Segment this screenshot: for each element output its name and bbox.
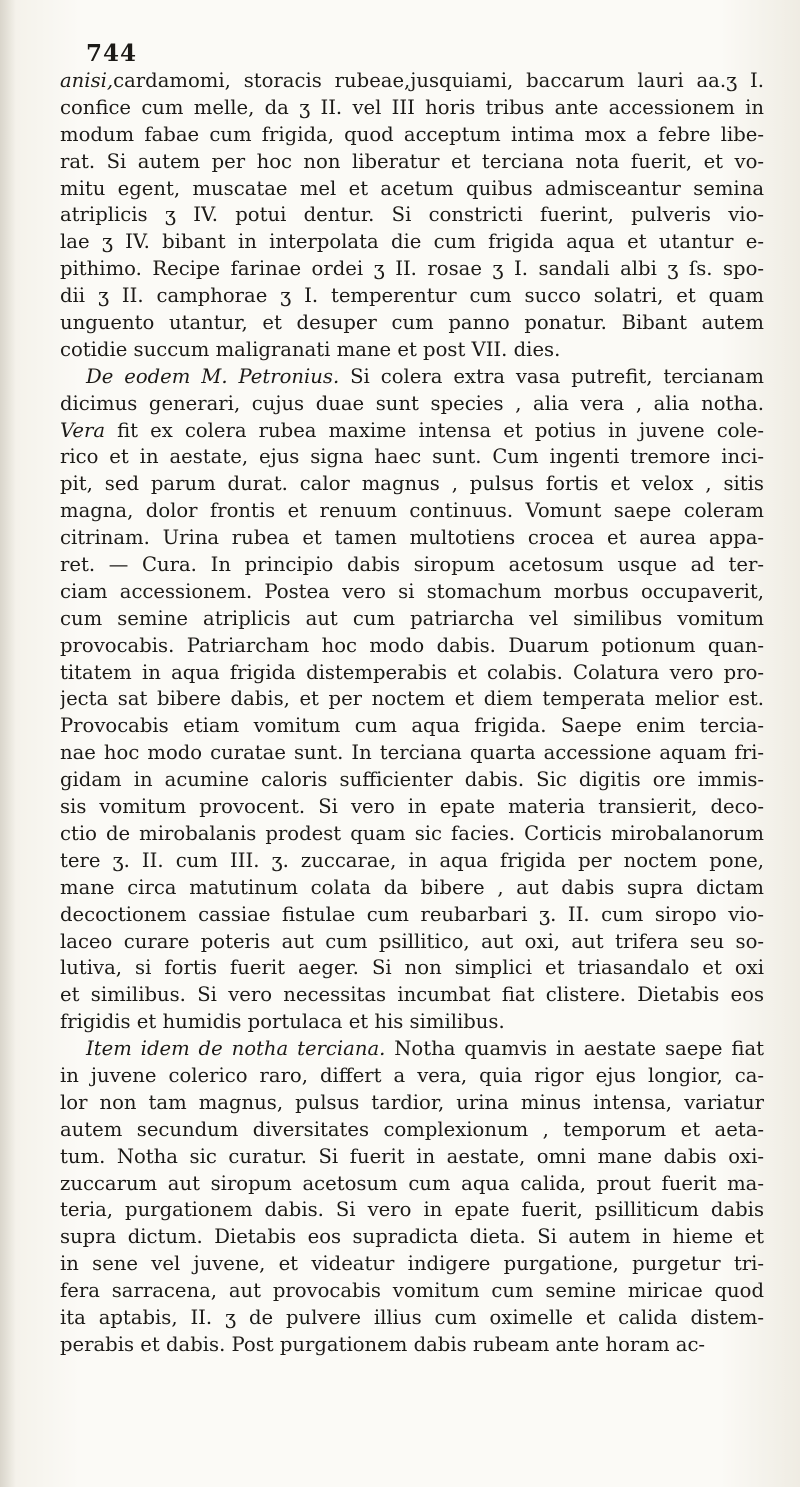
text-line <box>60 875 764 902</box>
line-text: atriplicis ʒ IV. potui dentur. Si constricti fuerint, pulveris vio- <box>60 203 764 227</box>
line-text: autem secundum diversitates complexionum , temporum et aeta- <box>60 1117 764 1141</box>
text-line <box>60 1036 764 1063</box>
text-line <box>60 848 764 875</box>
text-line <box>60 794 764 821</box>
italic-heading: Vera <box>60 418 105 442</box>
line-text: confice cum melle, da ʒ II. vel III horis tribus ante accessionem in <box>60 95 764 119</box>
text-line <box>60 1117 764 1144</box>
text-line <box>60 1332 764 1359</box>
line-text: dii ʒ II. camphorae ʒ I. temperentur cum succo solatri, et quam <box>60 284 764 308</box>
line-text: rico et in aestate, ejus signa haec sunt. Cum ingenti tremore inci- <box>60 445 764 469</box>
text-line <box>60 660 764 687</box>
line-text: teria, purgationem dabis. Si vero in epate fuerit, psilliticum dabis <box>60 1198 764 1222</box>
line-text: dicimus generari, cujus duae sunt species , alia vera , alia notha. <box>60 391 764 415</box>
text-line <box>60 149 764 176</box>
line-text: titatem in aqua frigida distemperabis et colabis. Colatura vero pro- <box>60 660 764 684</box>
text-line <box>60 713 764 740</box>
text-line <box>60 202 764 229</box>
line-text: frigidis et humidis portulaca et his similibus. <box>60 1010 505 1034</box>
text-line <box>60 606 764 633</box>
text-line <box>60 337 764 364</box>
text-line <box>60 176 764 203</box>
text-line <box>60 391 764 418</box>
italic-heading: De eodem M. Petronius. <box>86 364 340 388</box>
italic-heading: anisi, <box>60 69 114 92</box>
line-text: mitu egent, muscatae mel et acetum quibus admisceantur semina <box>60 176 764 200</box>
line-text: et similibus. Si vero necessitas incumbat fiat clistere. Dietabis eos <box>60 983 764 1007</box>
line-text: citrinam. Urina rubea et tamen multotiens crocea et aurea appa- <box>60 526 764 550</box>
line-text: lor non tam magnus, pulsus tardior, urina minus intensa, variatur <box>60 1090 764 1114</box>
line-text: cotidie succum maligranati mane et post VII. dies. <box>60 337 561 361</box>
text-line <box>60 471 764 498</box>
line-text: lutiva, si fortis fuerit aeger. Si non simplici et triasandalo et oxi <box>60 956 764 980</box>
line-text: ret. — Cura. In principio dabis siropum acetosum usque ad ter- <box>60 553 764 577</box>
text-line <box>60 283 764 310</box>
text-line <box>60 740 764 767</box>
line-text: rat. Si autem per hoc non liberatur et terciana nota fuerit, et vo- <box>60 149 764 173</box>
line-text: ciam accessionem. Postea vero si stomachum morbus occupaverit, <box>60 579 764 603</box>
page-gutter-shadow <box>0 0 16 1487</box>
line-text: fera sarracena, aut provocabis vomitum cum semine miricae quod <box>60 1279 764 1303</box>
line-text: Notha quamvis in aestate saepe fiat <box>385 1037 764 1061</box>
line-text: ctio de mirobalanis prodest quam sic facies. Corticis mirobalanorum <box>60 821 764 845</box>
text-line <box>60 310 764 337</box>
text-line <box>60 1063 764 1090</box>
text-line <box>60 95 764 122</box>
text-line <box>60 1305 764 1332</box>
text-line <box>60 68 764 95</box>
line-text: nae hoc modo curatae sunt. In terciana quarta accessione aquam fri- <box>60 741 764 765</box>
line-text: mane circa matutinum colata da bibere , aut dabis supra dictam <box>60 875 764 899</box>
line-text: pithimo. Recipe farinae ordei ʒ II. rosae ʒ I. sandali albi ʒ ſs. spo- <box>60 257 764 281</box>
line-text: pit, sed parum durat. calor magnus , pulsus fortis et velox , sitis <box>60 472 764 496</box>
text-line <box>60 256 764 283</box>
text-line <box>60 1278 764 1305</box>
body-text <box>60 68 764 1359</box>
text-line <box>60 418 764 445</box>
text-line <box>60 982 764 1009</box>
line-text: Provocabis etiam vomitum cum aqua frigida. Saepe enim tercia- <box>60 714 764 738</box>
line-text: tere ʒ. II. cum III. ʒ. zuccarae, in aqua frigida per noctem pone, <box>60 848 764 872</box>
text-line <box>60 929 764 956</box>
line-text: zuccarum aut siropum acetosum cum aqua calida, prout fuerit ma- <box>60 1171 764 1195</box>
text-line <box>60 767 764 794</box>
text-line <box>60 364 764 391</box>
line-text: lae ʒ IV. bibant in interpolata die cum frigida aqua et utantur e- <box>60 230 764 254</box>
text-line <box>60 498 764 525</box>
text-line <box>60 1009 764 1036</box>
line-text: magna, dolor frontis et renuum continuus. Vomunt saepe coleram <box>60 499 764 523</box>
line-text: supra dictum. Dietabis eos supradicta dieta. Si autem in hieme et <box>60 1225 764 1249</box>
text-line <box>60 229 764 256</box>
page-number: 744 <box>86 40 138 67</box>
line-text: unguento utantur, et desuper cum panno ponatur. Bibant autem <box>60 311 764 335</box>
line-text: cardamomi, storacis rubeae,jusquiami, baccarum lauri aa.ʒ I. <box>113 69 764 92</box>
text-line <box>60 902 764 929</box>
text-line <box>60 1171 764 1198</box>
text-line <box>60 821 764 848</box>
italic-heading: Item idem de notha terciana. <box>86 1037 386 1061</box>
text-line <box>60 633 764 660</box>
line-text: provocabis. Patriarcham hoc modo dabis. Duarum potionum quan- <box>60 633 764 657</box>
text-line <box>60 1144 764 1171</box>
line-text: perabis et dabis. Post purgationem dabis rubeam ante horam ac- <box>60 1332 706 1356</box>
line-text: ita aptabis, II. ʒ de pulvere illius cum oximelle et calida distem- <box>60 1305 764 1329</box>
line-text: decoctionem cassiae fistulae cum reubarbari ʒ. II. cum siropo vio- <box>60 902 764 926</box>
line-text: modum fabae cum frigida, quod acceptum intima mox a febre libe- <box>60 122 764 146</box>
line-text: tum. Notha sic curatur. Si fuerit in aestate, omni mane dabis oxi- <box>60 1144 764 1168</box>
text-line <box>60 955 764 982</box>
line-text: Si colera extra vasa putrefit, tercianam <box>339 364 764 388</box>
line-text: fit ex colera rubea maxime intensa et potius in juvene cole- <box>105 418 764 442</box>
line-text: jecta sat bibere dabis, et per noctem et diem temperata melior est. <box>60 687 764 711</box>
line-text: sis vomitum provocent. Si vero in epate materia transierit, deco- <box>60 795 764 819</box>
text-line <box>60 686 764 713</box>
line-text: gidam in acumine caloris sufficienter dabis. Sic digitis ore immis- <box>60 768 764 792</box>
text-line <box>60 1090 764 1117</box>
text-line <box>60 1197 764 1224</box>
text-line <box>60 1251 764 1278</box>
line-text: in juvene colerico raro, differt a vera, quia rigor ejus longior, ca- <box>60 1063 764 1087</box>
text-line <box>60 1224 764 1251</box>
line-text: cum semine atriplicis aut cum patriarcha vel similibus vomitum <box>60 606 764 630</box>
text-line <box>60 122 764 149</box>
text-line <box>60 525 764 552</box>
text-line <box>60 444 764 471</box>
line-text: laceo curare poteris aut cum psillitico, aut oxi, aut trifera seu so- <box>60 929 764 953</box>
text-line <box>60 552 764 579</box>
text-line <box>60 579 764 606</box>
line-text: in sene vel juvene, et videatur indigere purgatione, purgetur tri- <box>60 1252 764 1276</box>
